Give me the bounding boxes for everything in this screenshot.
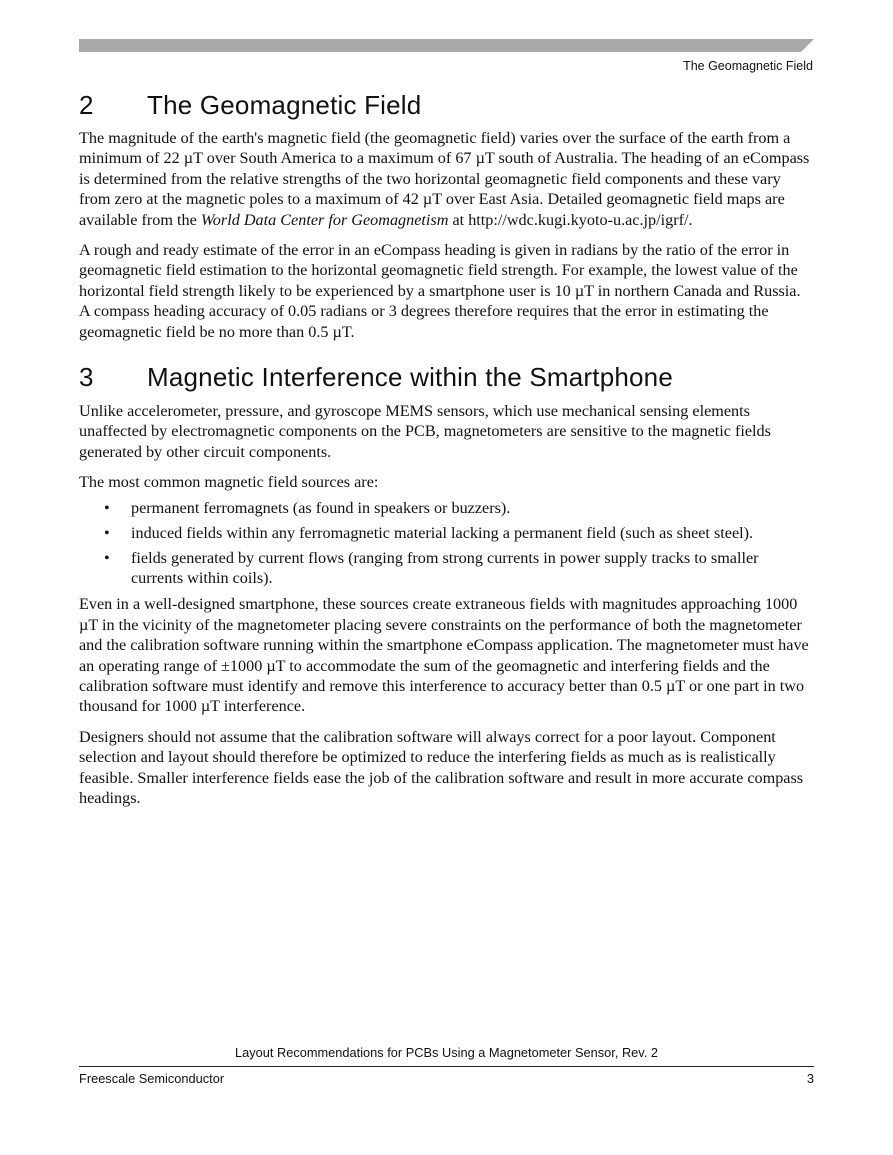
bullet-icon: • (104, 548, 110, 567)
section-3-number: 3 (79, 362, 94, 393)
section-2-number: 2 (79, 90, 94, 120)
list-item (79, 523, 814, 543)
footer-company: Freescale Semiconductor (79, 1071, 225, 1086)
header-bar (79, 39, 814, 52)
section-3-paragraph-4: Designers should not assume that the calibration software will always correct for a poor layout. Component selection and layout should therefore be optimized to reduce the interfering fields as much as is realistically feasible. Smaller interference fields ease the job of the calibration software and result in more accurate compass headings. (79, 727, 804, 807)
section-3-title: Magnetic Interference within the Smartphone (147, 362, 673, 393)
list-item-text: fields generated by current flows (ranging from strong currents in power supply tracks to smaller currents within coils). (131, 548, 759, 587)
section-2-paragraph-1 (79, 128, 814, 230)
magnetic-sources-list (79, 498, 814, 589)
wdc-reference: World Data Center for Geomagnetism (200, 210, 449, 229)
section-3-paragraph-1: Unlike accelerometer, pressure, and gyroscope MEMS sensors, which use mechanical sensing elements unaffected by electromagnetic components on the PCB, magnetometers are sensitive to the magnetic fields generated by other circuit components. (79, 402, 771, 461)
list-item-text: induced fields within any ferromagnetic material lacking a permanent field (such as sheet steel). (131, 523, 754, 542)
section-3-paragraph-2: The most common magnetic field sources are: (79, 473, 379, 492)
section-3-paragraph-3: Even in a well-designed smartphone, these sources create extraneous fields with magnitudes approaching 1000 µT in the vicinity of the magnetometer placing severe constraints on the performance of both the magnetometer and the calibration software running within the smartphone eCompass application. The magnetometer must have an operating range of ±1000 µT to accommodate the sum of the geomagnetic and interfering fields and the calibration software must identify and remove this interference to accuracy better than 0.5 µT or one part in two thousand for 1000 µT interference. (79, 595, 809, 716)
section-2-title: The Geomagnetic Field (147, 90, 422, 120)
section-2-paragraph-2: A rough and ready estimate of the error in an eCompass heading is given in radians by the ratio of the error in geomagnetic field estimation to the horizontal geomagnetic field strength. For example, the lowest value of the horizontal field strength likely to be experienced by a smartphone user is 10 µT in northern Canada and Russia. A compass heading accuracy of 0.05 radians or 3 degrees therefore requires that the error in estimating the geomagnetic field be no more than 0.5 µT. (79, 241, 801, 341)
footer-document-title: Layout Recommendations for PCBs Using a Magnetometer Sensor, Rev. 2 (235, 1045, 658, 1060)
bullet-icon: • (104, 498, 110, 517)
section-3-heading (79, 358, 814, 396)
footer-divider (79, 1066, 814, 1067)
list-item (79, 548, 814, 589)
list-item-text: permanent ferromagnets (as found in speakers or buzzers). (131, 498, 511, 517)
list-item (79, 498, 814, 518)
paragraph-text: The magnitude of the earth's magnetic field (the geomagnetic field) varies over the surface of the earth from a minimum of 22 µT over South America to a maximum of 67 µT south of Australia. The heading of an eCompass is determined from the relative strengths of the two horizontal geomagnetic field components and these vary from zero at the magnetic poles to a maximum of 42 µT over East Asia. Detailed geomagnetic field maps are available from the (79, 129, 810, 229)
running-header: The Geomagnetic Field (683, 59, 813, 73)
footer-page-number: 3 (806, 1071, 814, 1086)
section-2-heading (79, 86, 814, 124)
page-content (79, 86, 814, 808)
paragraph-text: at http://wdc.kugi.kyoto-u.ac.jp/igrf/. (448, 210, 693, 229)
bullet-icon: • (104, 523, 110, 542)
header-bar-shape (79, 39, 814, 52)
